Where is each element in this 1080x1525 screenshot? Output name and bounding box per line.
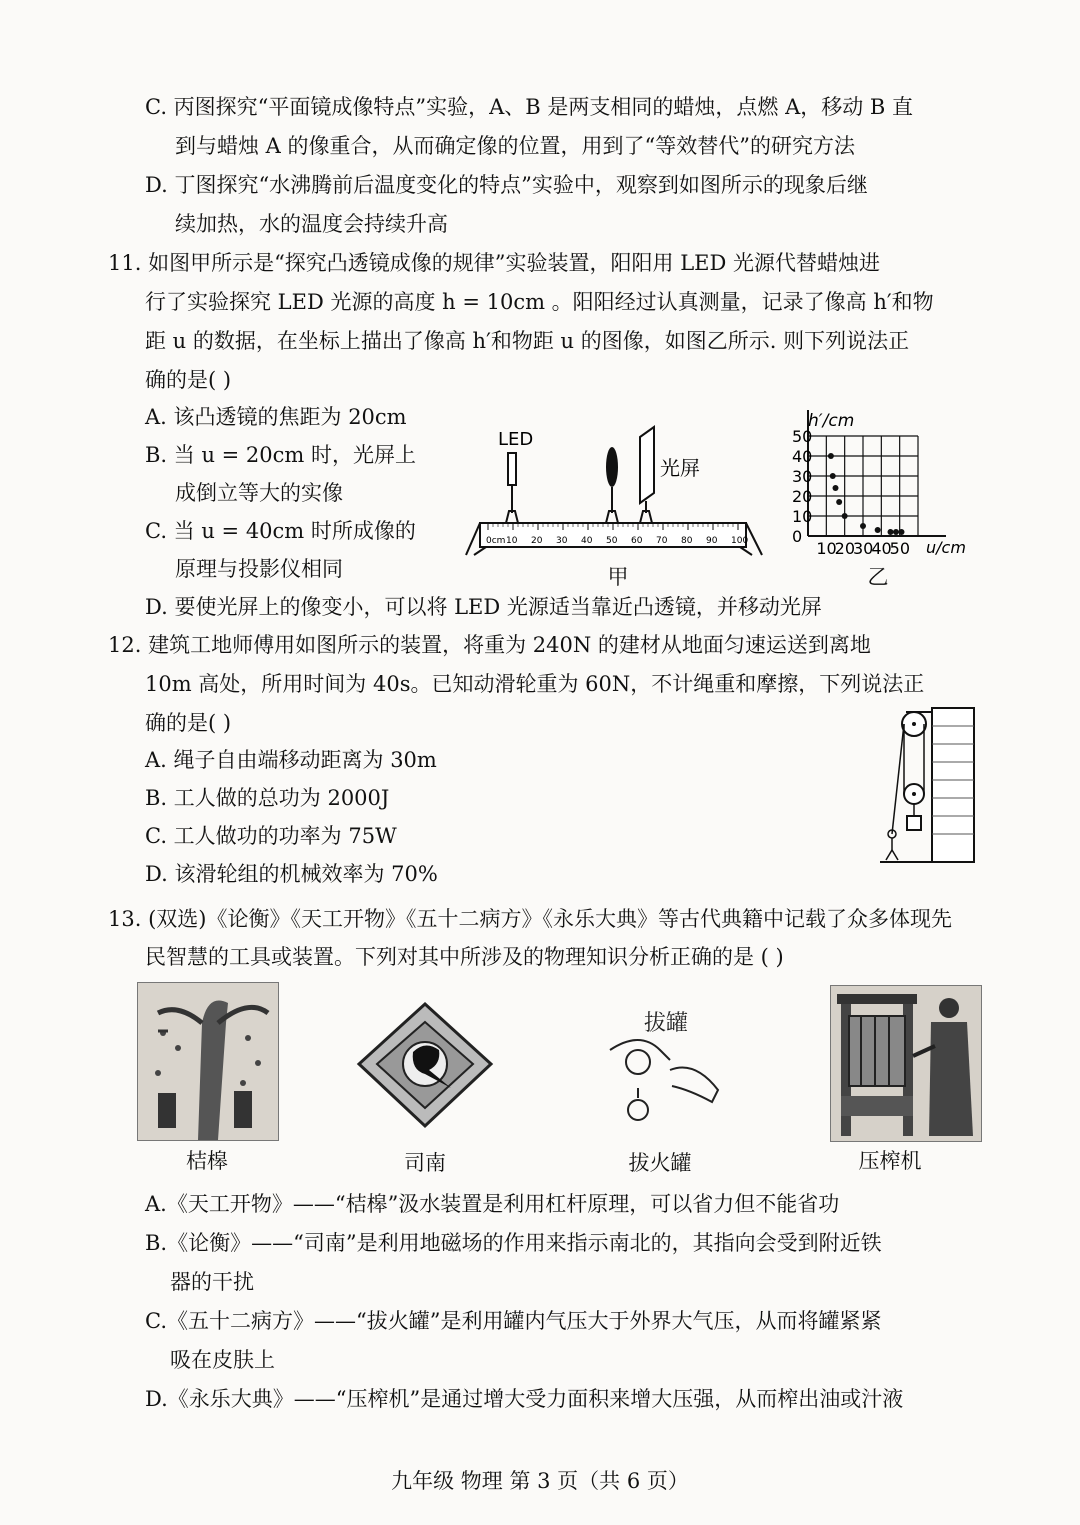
chart-point <box>888 529 894 535</box>
caption-jiegao: 桔槔 <box>186 1149 228 1173</box>
cup-icon <box>626 1050 650 1074</box>
chart-point <box>842 513 848 519</box>
q12-option-c: C. 工人做功的功率为 75W <box>145 824 397 848</box>
chart-point <box>836 499 842 505</box>
q12-option-a: A. 绳子自由端移动距离为 30m <box>145 748 437 772</box>
chart-y-axis-label: h′/cm <box>808 411 855 431</box>
q10-option-c-line1: C. 丙图探究“平面镜成像特点”实验，A、B 是两支相同的蜡烛，点燃 A，移动 B 直 <box>145 95 914 119</box>
q11-option-c-line2: 原理与投影仪相同 <box>175 557 343 581</box>
chart-grid <box>808 436 918 536</box>
chart-x-tick: 10 <box>816 539 837 558</box>
q10-option-c-line2: 到与蜡烛 A 的像重合，从而确定像的位置，用到了“等效替代”的研究方法 <box>175 134 855 158</box>
q10-option-d-line1: D. 丁图探究“水沸腾前后温度变化的特点”实验中，观察到如图所示的现象后继 <box>145 173 868 197</box>
q13-option-b-line1: B.《论衡》——“司南”是利用地磁场的作用来指示南北的，其指向会受到附近铁 <box>145 1231 882 1255</box>
light-screen-icon <box>640 427 654 503</box>
chart-point <box>860 523 866 529</box>
q11-option-c-line1: C. 当 u = 40cm 时所成像的 <box>145 519 416 543</box>
q12-option-b: B. 工人做的总功为 2000J <box>145 786 390 810</box>
chart-x-tick: 20 <box>834 539 856 558</box>
q10-option-d-line2: 续加热，水的温度会持续升高 <box>175 212 448 236</box>
chart-x-tick: 40 <box>871 539 892 558</box>
q13-option-c-line1: C.《五十二病方》——“拔火罐”是利用罐内气压大于外界大气压，从而将罐紧紧 <box>145 1309 882 1333</box>
chart-point <box>833 485 839 491</box>
q11-stem-line4: 确的是( ) <box>145 368 232 392</box>
chart-point <box>893 529 899 535</box>
q11-option-a: A. 该凸透镜的焦距为 20cm <box>145 405 407 429</box>
chart-y-tick: 0 <box>792 527 803 546</box>
q12-stem-line1: 12. 建筑工地师傅用如图所示的装置，将重为 240N 的建材从地面匀速运送到离地 <box>108 633 871 657</box>
ruler-tick-label: 10 <box>506 536 518 546</box>
figure-yi-caption: 乙 <box>867 565 889 589</box>
q13-option-d: D.《永乐大典》——“压榨机”是通过增大受力面积来增大压强，从而榨出油或汁液 <box>145 1387 904 1411</box>
ruler-tick-label: 40 <box>581 536 593 546</box>
chart-y-tick: 50 <box>792 427 813 446</box>
convex-lens-icon <box>606 447 618 487</box>
chart-tick-labels <box>792 427 910 558</box>
chart-y-tick: 10 <box>792 507 813 526</box>
ruler-tick-label: 100 <box>731 536 749 546</box>
building-wall <box>932 708 974 862</box>
caption-press: 压榨机 <box>858 1149 922 1173</box>
q13-option-c-line2: 吸在皮肤上 <box>170 1348 275 1372</box>
page-footer: 九年级 物理 第 3 页（共 6 页） <box>391 1469 689 1493</box>
q12-stem-line2: 10m 高处，所用时间为 40s。已知动滑轮重为 60N，不计绳重和摩擦，下列说法正 <box>145 672 925 696</box>
q13-stem-line1: 13. (双选)《论衡》《天工开物》《五十二病方》《永乐大典》等古代典籍中记载了众多体现先 <box>108 907 952 931</box>
chart-x-tick: 50 <box>889 539 911 558</box>
chart-point <box>899 529 905 535</box>
load-block <box>907 816 921 830</box>
led-label: LED <box>498 429 534 450</box>
q13-option-a: A.《天工开物》——“桔槔”汲水装置是利用杠杆原理，可以省力但不能省功 <box>145 1192 840 1216</box>
q11-stem-line3: 距 u 的数据，在坐标上描出了像高 h′和物距 u 的图像，如图乙所示. 则下列说法正 <box>145 329 910 353</box>
ruler-tick-label: 0cm <box>486 536 506 546</box>
q12-stem-line3: 确的是( ) <box>145 711 232 735</box>
cupping-seal-text: 拔罐 <box>644 1011 689 1036</box>
caption-cupping: 拔火罐 <box>628 1151 692 1175</box>
chart-point <box>875 527 881 533</box>
chart-point <box>830 473 836 479</box>
chart-x-tick: 30 <box>853 539 874 558</box>
image-height-chart <box>776 402 980 570</box>
ruler-tick-label: 60 <box>631 536 643 546</box>
chart-points <box>828 453 905 535</box>
q11-option-b-line2: 成倒立等大的实像 <box>175 481 343 505</box>
chart-point <box>828 453 834 459</box>
ruler-tick-label: 20 <box>531 536 543 546</box>
chart-y-tick: 40 <box>792 447 813 466</box>
light-screen-label: 光屏 <box>660 456 700 480</box>
q11-stem-line2: 行了实验探究 LED 光源的高度 h = 10cm 。阳阳经过认真测量，记录了像高 h′和物 <box>145 290 934 314</box>
ruler-tick-label: 90 <box>706 536 718 546</box>
q11-option-d: D. 要使光屏上的像变小，可以将 LED 光源适当靠近凸透镜，并移动光屏 <box>145 595 822 619</box>
chart-y-tick: 30 <box>792 467 813 486</box>
ruler-tick-label: 50 <box>606 536 618 546</box>
pulley-building-figure <box>880 704 980 864</box>
chart-y-tick: 20 <box>792 487 813 506</box>
q13-stem-line2: 民智慧的工具或装置。下列对其中所涉及的物理知识分析正确的是 ( ) <box>145 945 784 969</box>
sinan-image <box>355 1000 495 1130</box>
q12-option-d: D. 该滑轮组的机械效率为 70% <box>145 862 438 886</box>
optical-bench-figure <box>462 415 774 563</box>
cupping-image <box>600 990 730 1130</box>
q11-option-b-line1: B. 当 u = 20cm 时，光屏上 <box>145 443 416 467</box>
led-source-icon <box>508 453 516 485</box>
chart-x-axis-label: u/cm <box>926 538 966 557</box>
ruler-tick-label: 80 <box>681 536 693 546</box>
ruler-tick-label: 70 <box>656 536 668 546</box>
q11-stem-line1: 11. 如图甲所示是“探究凸透镜成像的规律”实验装置，阳阳用 LED 光源代替蜡烛进 <box>108 251 881 275</box>
ruler-tick-label: 30 <box>556 536 568 546</box>
q13-option-b-line2: 器的干扰 <box>170 1270 254 1294</box>
press-image <box>830 985 982 1142</box>
caption-sinan: 司南 <box>404 1151 446 1175</box>
figure-jia-caption: 甲 <box>607 565 629 589</box>
jiegao-image <box>137 982 279 1141</box>
